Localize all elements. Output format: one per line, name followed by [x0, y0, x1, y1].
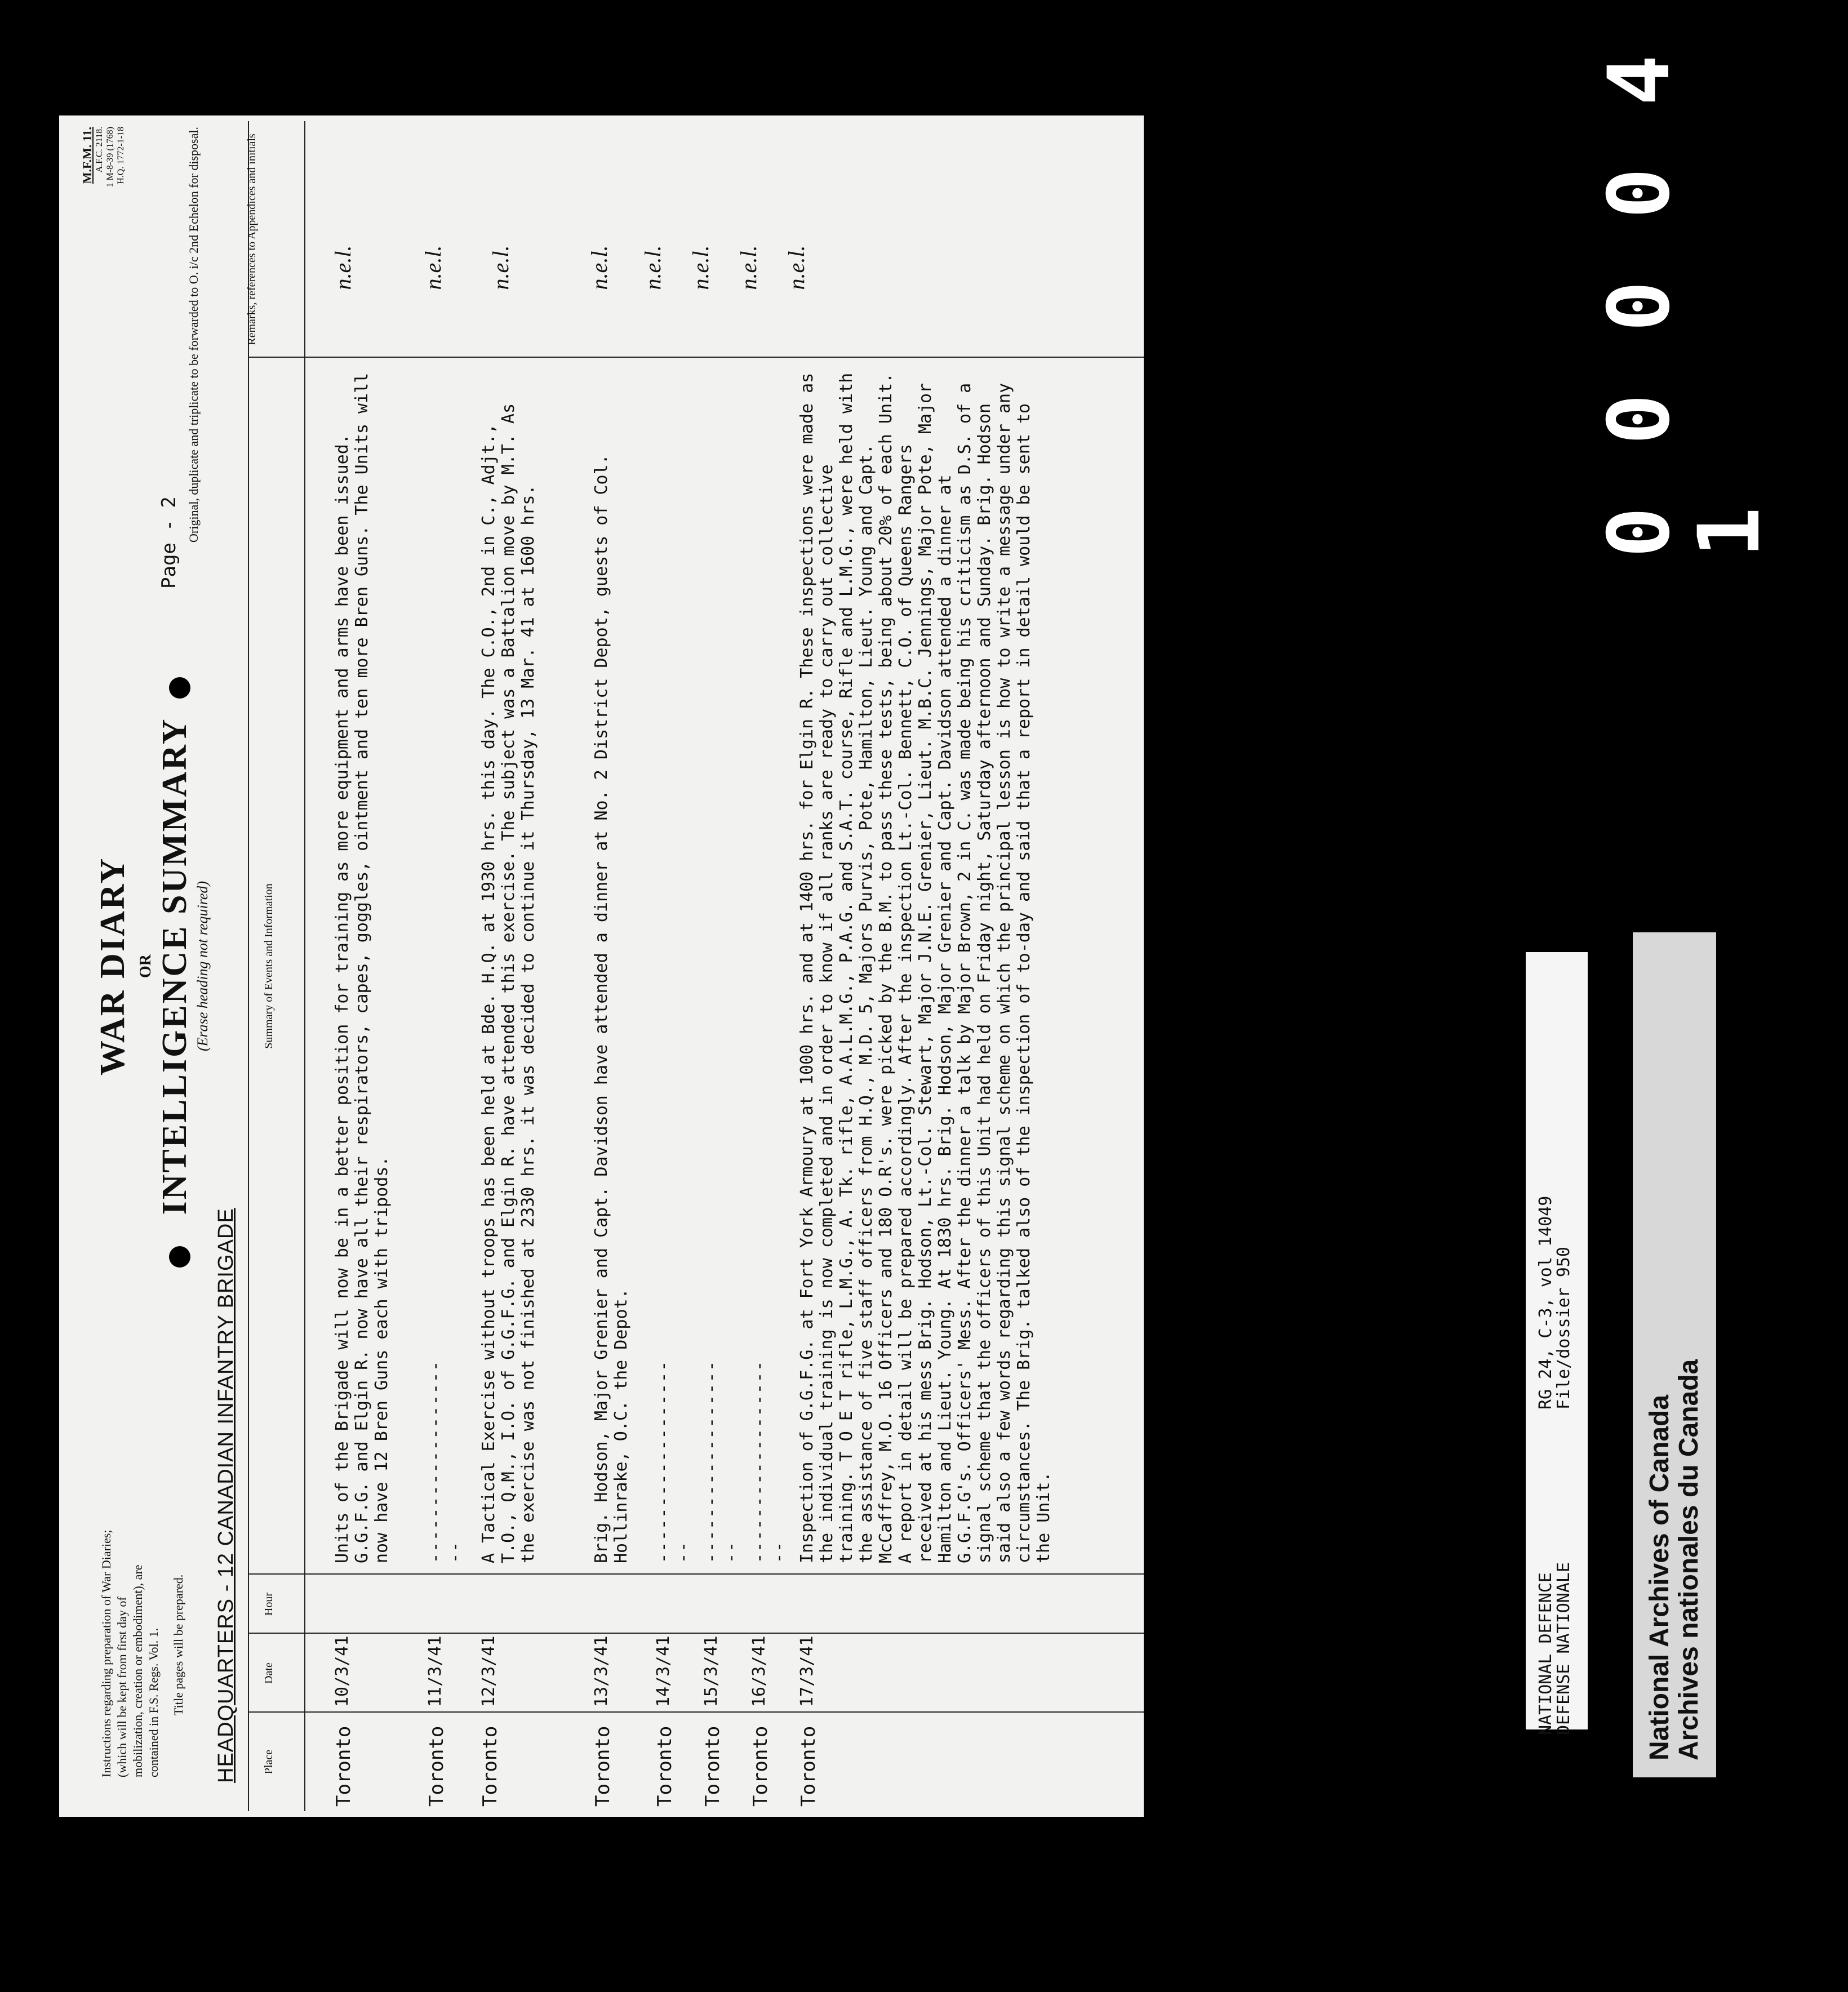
- entry-text: Brig. Hodson, Major Grenier and Capt. Davidson have attended a dinner at No. 2 District Depot, guests of Col. Hollinrake, O.C. the Depot.: [592, 454, 631, 1563]
- reference-stamp: [1526, 952, 1588, 1735]
- entry-date: 10/3/41: [332, 1635, 352, 1707]
- form-line-2: A.F.C. 2118.: [95, 127, 104, 173]
- stamp-line-4: File/dossier 950: [1554, 1247, 1574, 1410]
- form-reference: [82, 127, 126, 228]
- entry-date: 14/3/41: [654, 1635, 673, 1707]
- column-header-hour: Hour: [263, 1592, 275, 1616]
- entry-initials: n.e.l.: [784, 245, 809, 290]
- title-or: OR: [137, 954, 154, 978]
- stamp-line-2: DEFENSE NATIONALE: [1554, 1562, 1574, 1735]
- entry-date: 12/3/41: [479, 1635, 499, 1707]
- column-rule-place: [248, 1711, 1144, 1713]
- entry-date: 16/3/41: [749, 1635, 769, 1707]
- entry-text: A Tactical Exercise without troops has been held at Bde. H.Q. at 1930 hrs. this day. The C.O., 2nd in C., Adjt., T.O., Q.M., I.O. of G.G.F.G. and Elgin R. have attended this exercise. The subject was a Battalion move by M.T. As the exercise was not finished at 2330 hrs. it was decided to continue it Thursday, 13 Mar. 41 at 1600 hrs.: [479, 403, 538, 1563]
- title-intelligence-summary: INTELLIGENCE SUMMARY: [156, 717, 194, 1215]
- table-top-rule: [248, 121, 249, 1811]
- frame-number-text: 0 0 0 0 4 1: [1591, 49, 1779, 558]
- archives-line-1: National Archives of Canada: [1645, 1394, 1674, 1760]
- reference-stamp-text: [1537, 1003, 1573, 1735]
- form-id: M.F.M. 11.: [80, 127, 94, 184]
- unit-heading: HEADQUARTERS - 12 CANADIAN INFANTRY BRIGADE: [214, 1208, 238, 1783]
- entry-initials: n.e.l.: [587, 245, 612, 290]
- archives-label-text: [1645, 972, 1704, 1760]
- entry-initials: n.e.l.: [688, 245, 713, 290]
- entry-text: Units of the Brigade will now be in a better position for training as more equipment and arms have been issued. G.G.F.G. and Elgin R. now have all their respirators, capes, goggles, ointment and ten more Bren Guns. The Units will now have 12 Bren Guns each with tripods.: [332, 372, 392, 1563]
- entry-text: --------------------: [749, 1359, 789, 1563]
- entry-text: --------------------: [654, 1359, 693, 1563]
- entry-place: Toronto: [332, 1726, 355, 1807]
- entry-initials: n.e.l.: [420, 245, 446, 290]
- column-header-remarks: Remarks, references to Appendices and initials: [246, 134, 258, 345]
- rotated-page: [59, 115, 1144, 1817]
- title-note: (Erase heading not required): [194, 881, 211, 1052]
- column-header-summary: Summary of Events and Information: [263, 883, 275, 1049]
- archives-line-2: Archives nationales du Canada: [1674, 1359, 1704, 1760]
- stamp-line-3: RG 24, C-3, vol 14049: [1536, 1195, 1556, 1410]
- document-sheet: [59, 115, 1144, 1817]
- entry-date: 11/3/41: [425, 1635, 445, 1707]
- entry-initials: n.e.l.: [330, 245, 356, 290]
- entry-date: 13/3/41: [592, 1635, 611, 1707]
- column-header-place: Place: [263, 1749, 275, 1775]
- entry-initials: n.e.l.: [640, 245, 665, 290]
- column-rule-date: [248, 1633, 1144, 1634]
- column-header-date: Date: [263, 1662, 275, 1684]
- column-rule-summary: [248, 357, 1144, 358]
- page-number: Page - 2: [158, 496, 180, 589]
- frame-number: [1591, 39, 1779, 558]
- entry-date: 15/3/41: [701, 1635, 721, 1707]
- table-header-rule: [304, 121, 305, 1811]
- entry-text: Inspection of G.G.F.G. at Fort York Armoury at 1000 hrs. and at 1400 hrs. for Elgin R. These inspections were made as the individual training is now completed and in order to know if all ranks are ready to carry out collective training. T O E T rifle, L.M.G., A. Tk. rifle, A.A.L.M.G., P.A.G. and S.A.T. course, Rifle and L.M.G., were held with the assistance of five staff officers from H.Q., M.D. 5, Majors Purvis, Pote, Hamilton, Lieut. Young and Capt. McCaffrey, M.O. 16 Officers and 180 O.R's. were picked by the B.M. to pass these tests, being about 20% of each Unit. A report in detail will be prepared accordingly. After the inspection Lt.-Col. Bennett, C.O. of Queens Rangers received at his mess Brig. Hodson, Lt.-Col. Stewart, Major J.N.E. Grenier, Lieut. M.B.C. Jennings, Major Pote, Major Hamilton and Lieut. Young. At 1830 hrs. Brig. Hodson, Major Grenier and Capt. Davidson attended a dinner at G.G.F.G's. Officers' Mess. After the dinner a talk by Major Brown, 2 in C. was made being his criticism as D.S. of a signal scheme that the officers of this Unit had held on Friday night, Saturday afternoon and Sunday. Brig. Hodson said also a few words regarding this signal scheme on which the principal lesson is how to write a message under any circumstances. The Brig. talked also of the inspection of to-day and said that a report in detail would be sent to the Unit.: [797, 372, 1054, 1563]
- stamp-line-1: NATIONAL DEFENCE: [1536, 1572, 1556, 1735]
- original-note: Original, duplicate and triplicate to be forwarded to O. i/c 2nd Echelon for disposal.: [186, 127, 201, 543]
- entry-place: Toronto: [425, 1726, 448, 1807]
- entry-place: Toronto: [749, 1726, 772, 1807]
- entry-text: --------------------: [701, 1359, 741, 1563]
- title-war-diary: WAR DIARY: [94, 856, 132, 1076]
- column-rule-hour: [248, 1573, 1144, 1575]
- form-line-4: H.Q. 1772-1-18: [116, 127, 126, 184]
- entry-text: --------------------: [425, 1359, 465, 1563]
- archives-label: [1633, 932, 1716, 1777]
- entry-date: 17/3/41: [797, 1635, 817, 1707]
- entry-place: Toronto: [654, 1726, 676, 1807]
- form-line-3: 1 M-8-39 (1768): [105, 127, 115, 188]
- entry-place: Toronto: [479, 1726, 501, 1807]
- instructions-text: Instructions regarding preparation of War Diaries; (which will be kept from first day of mobilization, creation or embodiment), are contained in F.S. Regs. Vol. 1.: [99, 1529, 161, 1777]
- title-pages-note: Title pages will be prepared.: [171, 1574, 185, 1715]
- entry-initials: n.e.l.: [488, 245, 513, 290]
- entry-place: Toronto: [592, 1726, 614, 1807]
- entry-place: Toronto: [797, 1726, 820, 1807]
- entry-initials: n.e.l.: [736, 245, 761, 290]
- entry-place: Toronto: [701, 1726, 724, 1807]
